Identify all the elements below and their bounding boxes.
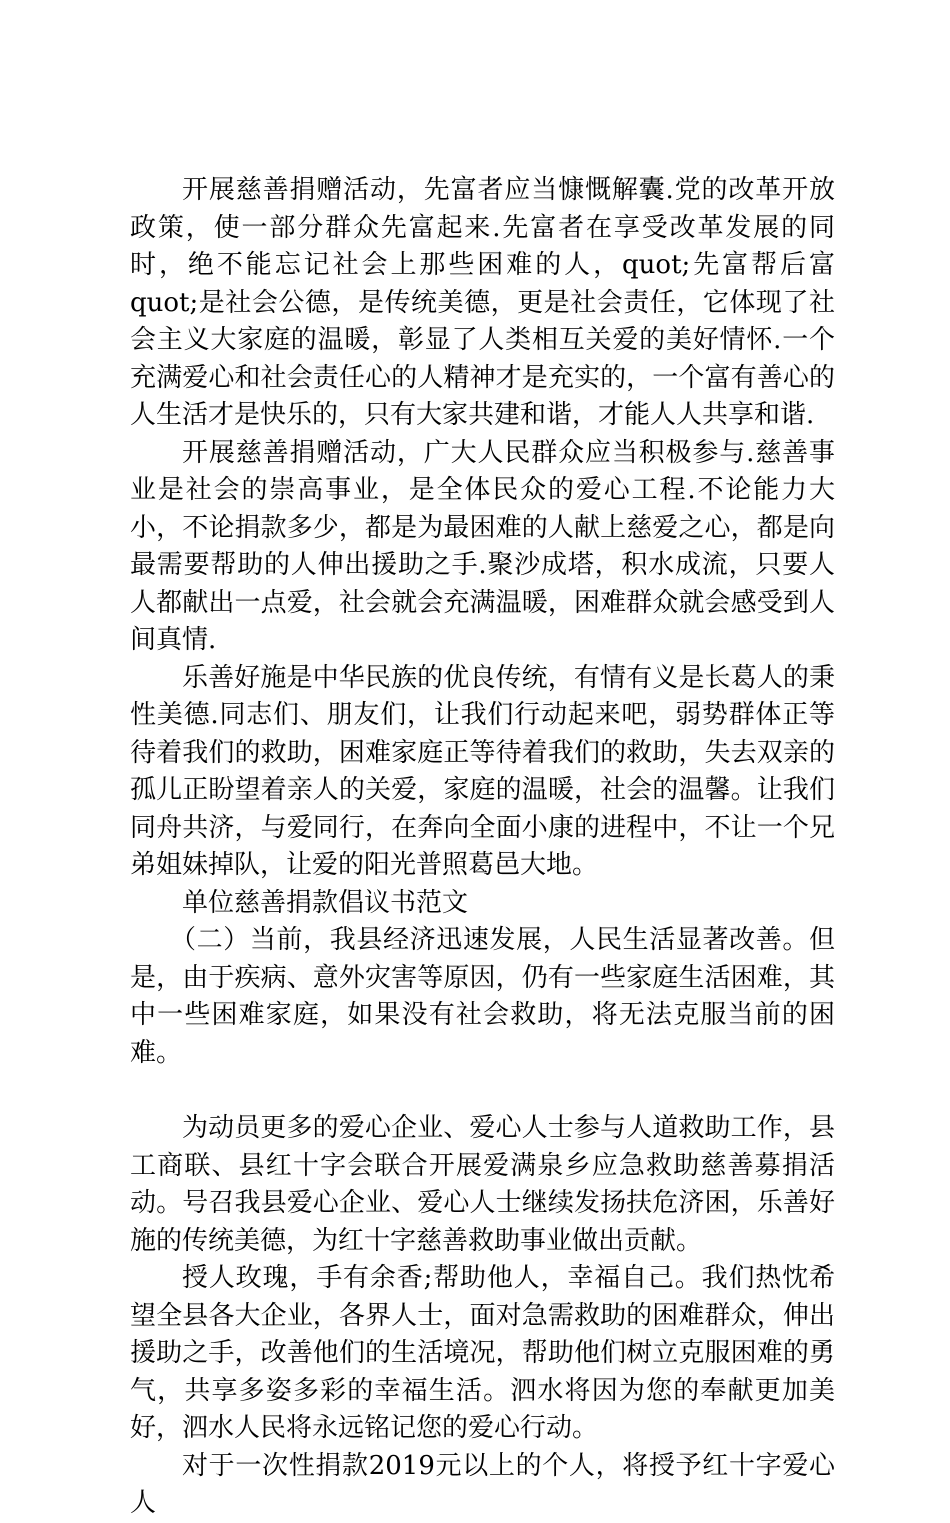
paragraph-6: 授人玫瑰，手有余香;帮助他人，幸福自己。我们热忱希望全县各大企业，各界人士，面对急需救助的困难群众，伸出援助之手，改善他们的生活境况，帮助他们树立克服困难的勇气，共享多姿多彩的幸福生活。泗水将因为您的奉献更加美好，泗水人民将永远铭记您的爱心行动。 <box>130 1263 835 1443</box>
paragraph-2: 开展慈善捐赠活动，广大人民群众应当积极参与.慈善事业是社会的崇高事业，是全体民众的爱心工程.不论能力大小，不论捐款多少，都是为最困难的人献上慈爱之心，都是向最需要帮助的人伸出援助之手.聚沙成塔，积水成流，只要人人都献出一点爱，社会就会充满温暖，困难群众就会感受到人间真情. <box>130 437 835 655</box>
paragraph-5: 为动员更多的爱心企业、爱心人士参与人道救助工作，县工商联、县红十字会联合开展爱满泉乡应急救助慈善募捐活动。号召我县爱心企业、爱心人士继续发扬扶危济困，乐善好施的传统美德，为红十字慈善救助事业做出贡献。 <box>130 1113 835 1256</box>
blank-line <box>130 1072 835 1110</box>
paragraph-7: 对于一次性捐款2019元以上的个人，将授予红十字爱心人 <box>130 1450 835 1518</box>
section-heading: 单位慈善捐款倡议书范文 <box>182 887 469 918</box>
document-body <box>130 172 835 1523</box>
paragraph-4: （二）当前，我县经济迅速发展，人民生活显著改善。但是，由于疾病、意外灾害等原因，仍有一些家庭生活困难，其中一些困难家庭，如果没有社会救助，将无法克服当前的困难。 <box>130 925 835 1068</box>
paragraph-3: 乐善好施是中华民族的优良传统，有情有义是长葛人的秉性美德.同志们、朋友们，让我们行动起来吧，弱势群体正等待着我们的救助，困难家庭正等待着我们的救助，失去双亲的孤儿正盼望着亲人的关爱，家庭的温暖，社会的温馨。让我们同舟共济，与爱同行，在奔向全面小康的进程中，不让一个兄弟姐妹掉队，让爱的阳光普照葛邑大地。 <box>130 662 835 880</box>
paragraph-1: 开展慈善捐赠活动，先富者应当慷慨解囊.党的改革开放政策，使一部分群众先富起来.先富者在享受改革发展的同时，绝不能忘记社会上那些困难的人，quot;先富帮后富quot;是社会公德，是传统美德，更是社会责任，它体现了社会主义大家庭的温暖，彰显了人类相互关爱的美好情怀.一个充满爱心和社会责任心的人精神才是充实的，一个富有善心的人生活才是快乐的，只有大家共建和谐，才能人人共享和谐. <box>130 175 835 430</box>
